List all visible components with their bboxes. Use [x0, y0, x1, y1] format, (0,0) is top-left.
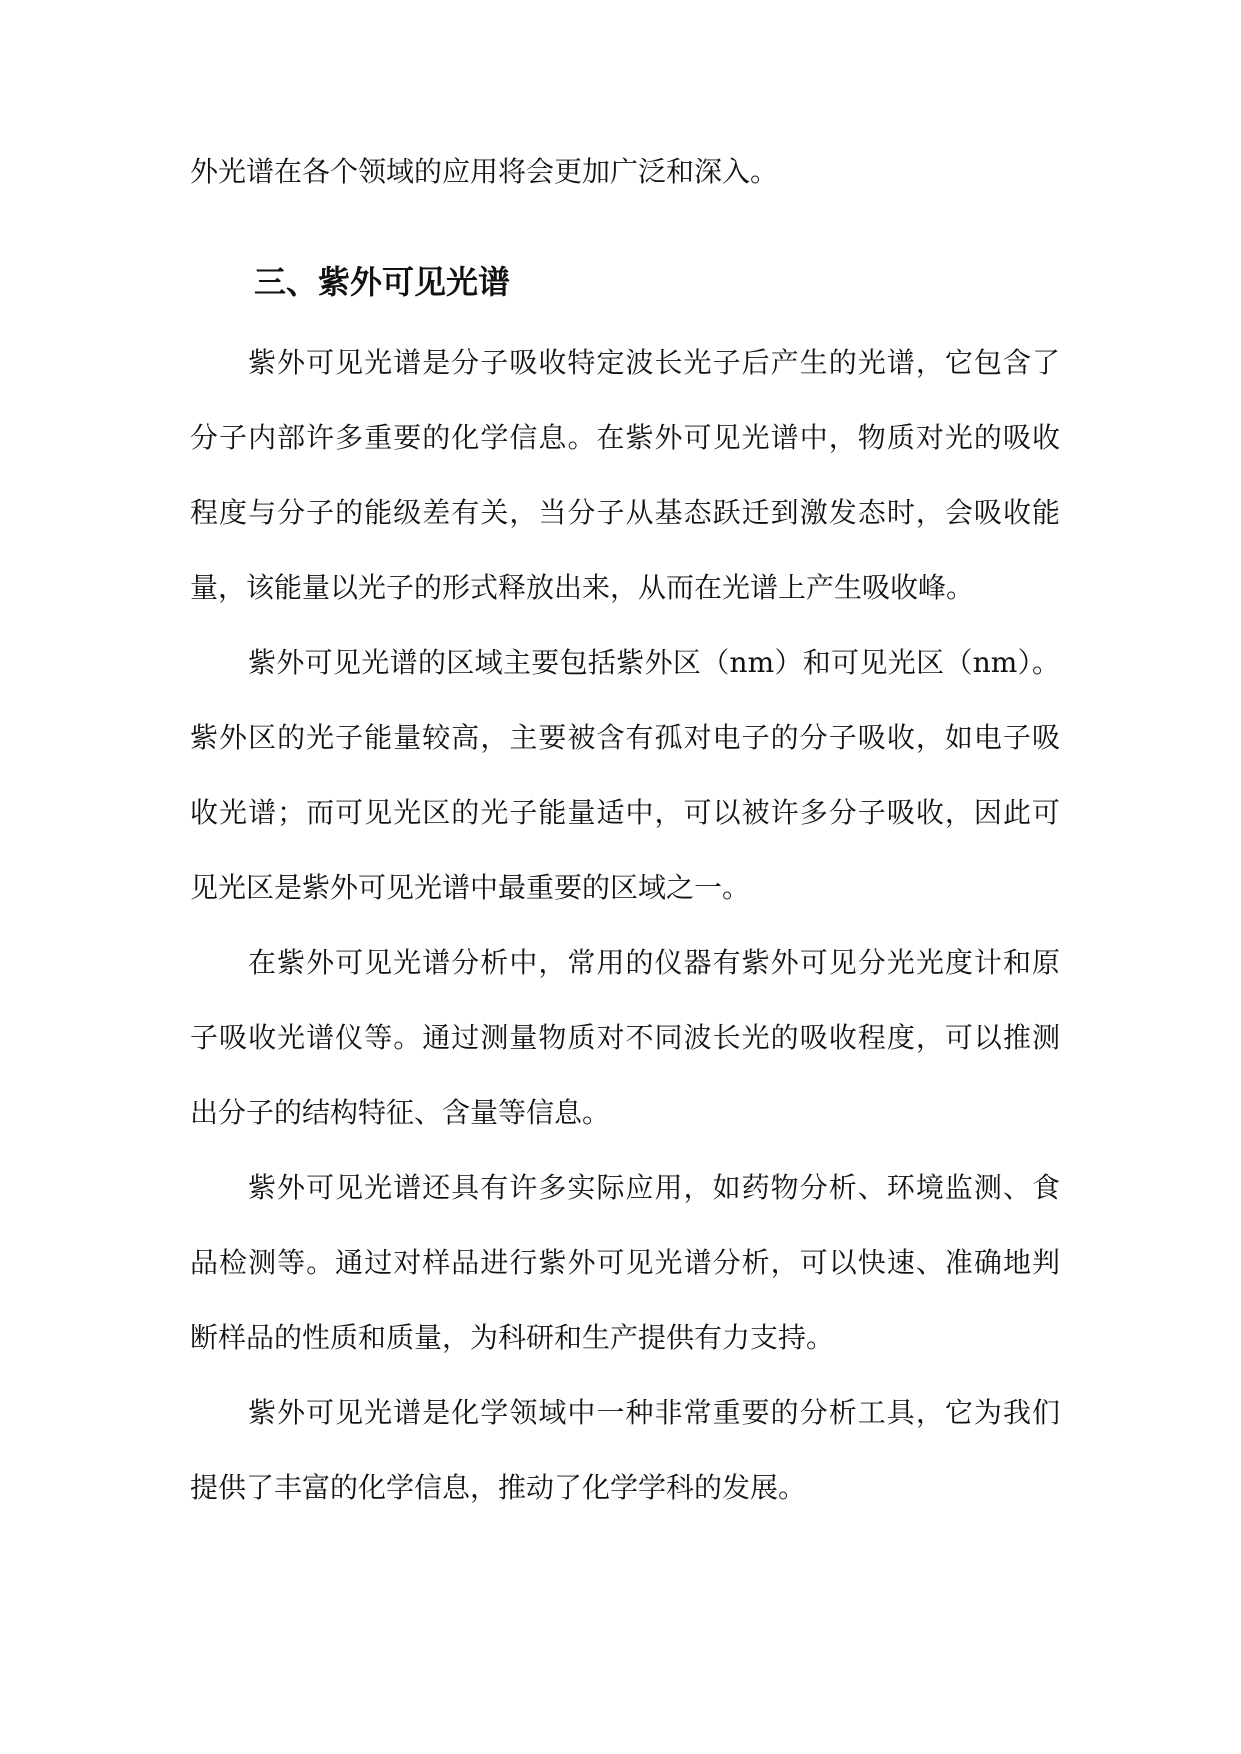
paragraph-line: 紫外可见光谱的区域主要包括紫外区（nm）和可见光区（nm）。 — [248, 646, 1060, 679]
paragraph-line: 品检测等。通过对样品进行紫外可见光谱分析，可以快速、准确地判 — [190, 1246, 1060, 1279]
paragraph-line: 紫外可见光谱是化学领域中一种非常重要的分析工具，它为我们 — [248, 1396, 1060, 1429]
paragraph-line: 外光谱在各个领域的应用将会更加广泛和深入。 — [190, 155, 779, 188]
paragraph-line: 出分子的结构特征、含量等信息。 — [190, 1096, 611, 1129]
paragraph-line: 提供了丰富的化学信息，推动了化学学科的发展。 — [190, 1471, 807, 1504]
section-heading: 三、紫外可见光谱 — [254, 263, 511, 301]
paragraph-line: 在紫外可见光谱分析中，常用的仪器有紫外可见分光光度计和原 — [248, 946, 1060, 979]
paragraph-line: 断样品的性质和质量，为科研和生产提供有力支持。 — [190, 1321, 835, 1354]
paragraph-line: 收光谱；而可见光区的光子能量适中，可以被许多分子吸收，因此可 — [190, 796, 1060, 829]
paragraph-line: 分子内部许多重要的化学信息。在紫外可见光谱中，物质对光的吸收 — [190, 421, 1060, 454]
paragraph-line: 紫外可见光谱还具有许多实际应用，如药物分析、环境监测、食 — [248, 1171, 1060, 1204]
paragraph-line: 程度与分子的能级差有关，当分子从基态跃迁到激发态时，会吸收能 — [190, 496, 1060, 529]
paragraph-line: 紫外区的光子能量较高，主要被含有孤对电子的分子吸收，如电子吸 — [190, 721, 1060, 754]
paragraph-line: 子吸收光谱仪等。通过测量物质对不同波长光的吸收程度，可以推测 — [190, 1021, 1060, 1054]
paragraph-line: 见光区是紫外可见光谱中最重要的区域之一。 — [190, 871, 751, 904]
paragraph-line: 紫外可见光谱是分子吸收特定波长光子后产生的光谱，它包含了 — [248, 346, 1060, 379]
paragraph-line: 量，该能量以光子的形式释放出来，从而在光谱上产生吸收峰。 — [190, 571, 975, 604]
